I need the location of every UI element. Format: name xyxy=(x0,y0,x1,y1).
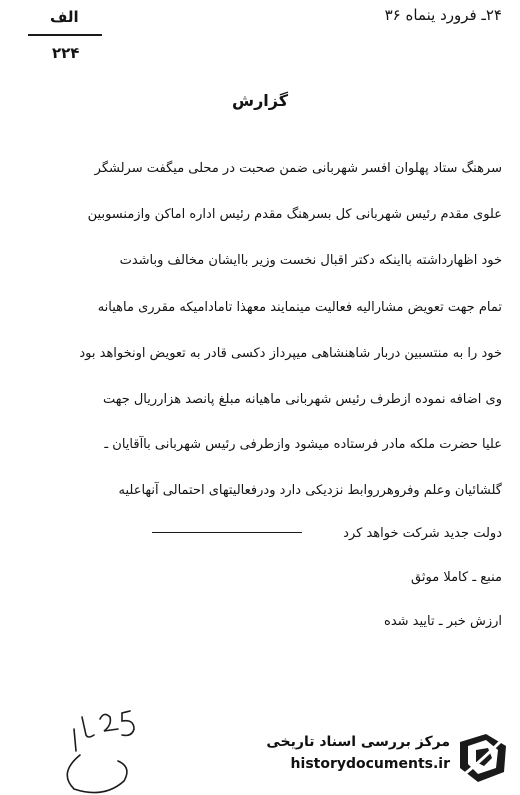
body-line-5: خود را به منتسبین دربار شاهنشاهی میپرداز دکسی قادر به تعویض اونخواهد بود xyxy=(79,346,502,361)
archive-logo-icon xyxy=(456,732,510,784)
body-line-2: علوی مقدم رئیس شهربانی کل بسرهنگ مقدم رئیس اداره اماکن وازمنسوبین xyxy=(87,207,502,222)
serial-label: الف xyxy=(50,8,79,26)
evaluation-line: ارزش خبر ـ تایید شده xyxy=(384,614,502,629)
watermark-url: historydocuments.ir xyxy=(290,756,450,772)
watermark-name: مرکز بررسی اسناد تاریخی xyxy=(266,734,450,750)
blank-fill-line xyxy=(152,532,302,533)
body-line-4: تمام جهت تعویض مشارالیه فعالیت مینمایند معهذا تامادامیکه مقرری ماهیانه xyxy=(97,300,502,315)
body-line-6: وی اضافه نموده ازطرف رئیس شهربانی ماهیانه مبلغ پانصد هزارریال جهت xyxy=(102,392,502,407)
source-line: منبع ـ کاملا موثق xyxy=(411,570,502,585)
archive-watermark xyxy=(244,726,520,791)
body-line-7: علیا حضرت ملکه مادر فرستاده میشود وازطرفی رئیس شهربانی باآقایان ـ xyxy=(104,437,502,452)
handwritten-signature xyxy=(52,705,182,795)
body-line-1: سرهنگ ستاد پهلوان افسر شهربانی ضمن صحبت در محلی میگفت سرلشگر xyxy=(94,161,502,176)
body-line-9: دولت جدید شرکت خواهد کرد xyxy=(343,526,502,541)
body-line-8: گلشائیان وعلم وفروهرروابط نزدیکی دارد ودرفعالیتهای احتمالی آنهاعلیه xyxy=(118,483,502,498)
serial-number: ۲۲۴ xyxy=(52,44,80,62)
body-line-3: خود اظهارداشته بااینکه دکتر اقبال نخست وزیر باایشان مخالف وباشدت xyxy=(119,253,502,268)
date-line: ۲۴ـ فرورد ینماه ۳۶ xyxy=(384,6,502,24)
document-title: گزارش xyxy=(231,91,289,110)
serial-divider xyxy=(28,34,102,36)
